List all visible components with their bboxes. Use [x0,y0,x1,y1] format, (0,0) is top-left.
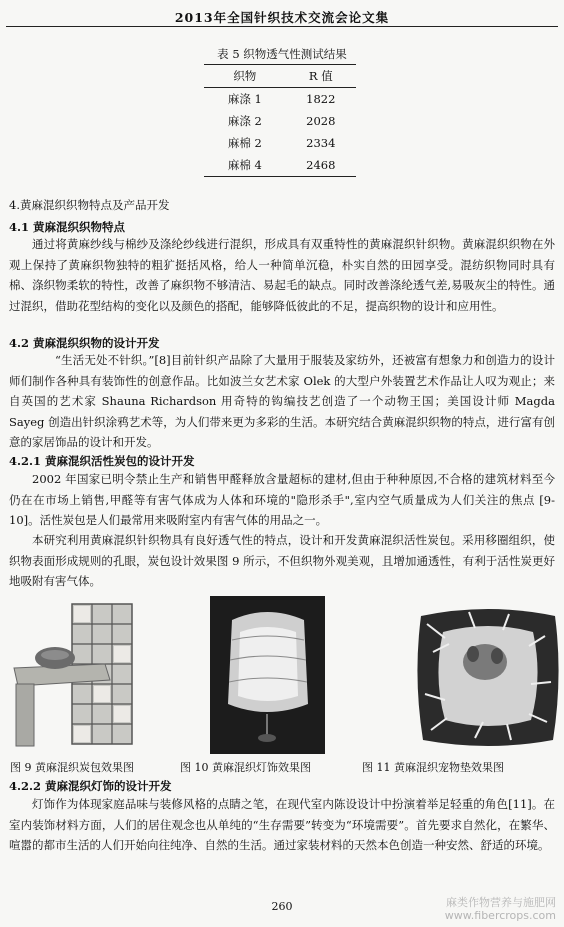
section-heading-4-2-2: 4.2.2 黄麻混织灯饰的设计开发 [9,779,172,793]
paragraph-design: “生活无处不针织。”[8]目前针织产品除了大量用于服装及家纺外，还被富有想象力和创造力的设计师们制作各种具有装饰性的创意作品。比如波兰女艺术家 Olek 的大型户外装置艺术作品让人叹为观止；来自英国的艺术家 Shauna Richardson 用奇特的钩编技艺创造了一个动物王国；美国设计师 Magda Sayeg 创造出针织涂鸦艺术等，为人们带来更为多彩的生活。本研究结合黄麻混织织物的特点，进行富有创意的家居饰品的设计和开发。 [9,353,555,449]
table-cell: 麻棉 4 [227,158,262,172]
column-header: R 值 [308,69,333,83]
pet-cushion-illustration [413,602,563,752]
figure-9-caption: 图 9 黄麻混织炭包效果图 [10,761,134,774]
table-cell: 麻涤 2 [227,114,262,128]
watermark-line: www.fibercrops.com [444,909,556,922]
figure-10-caption: 图 10 黄麻混织灯饰效果图 [180,761,311,774]
running-header: 2013年全国针织技术交流会论文集 [174,10,390,25]
page-number: 260 [271,900,293,913]
table-cell: 2334 [306,136,336,150]
table-cell: 2028 [306,114,336,128]
table-cell: 麻棉 2 [227,136,262,150]
figure-9-image [10,598,135,750]
header-rule [6,26,558,27]
paragraph-charcoal-bag: 本研究利用黄麻混织针织物具有良好透气性的特点，设计和开发黄麻混织活性炭包。采用移圈组织，使织物表面形成规则的孔眼，炭包设计效果图 9 所示，不但织物外观美观，且增加通透性，有利于活性炭更好地吸附有害气体。 [9,533,555,588]
section-heading-4-1: 4.1 黄麻混织织物特点 [9,220,126,234]
table-cell: 麻涤 1 [227,92,262,106]
paragraph-lamp: 灯饰作为体现家庭品味与装修风格的点睛之笔，在现代室内陈设设计中扮演着举足轻重的角色[11]。在室内装饰材料方面，人们的居住观念也从单纯的“生存需要”转变为“环境需要”。首先要求自然化，在繁华、喧嚣的都市生活的人们开始向往纯净、自然的生活。通过家装材料的天然本色创造一种安然、舒适的环境。 [9,797,555,852]
table-row [204,110,356,132]
table-row [204,88,356,111]
table-row [204,154,356,177]
paragraph-features: 通过将黄麻纱线与棉纱及涤纶纱线进行混织，形成具有双重特性的黄麻混织针织物。黄麻混织织物在外观上保持了黄麻织物独特的粗犷挺括风格，给人一种简单沉稳，朴实自然的田园享受。混纺织物同时具有棉、涤织物柔软的特性，改善了麻织物不够清洁、易起毛的缺点。同时改善涤纶透气差,易吸灰尘的特性。通过混织，借助花型结构的变化以及颜色的搭配，能够降低彼此的不足，提高织物的设计和应用性。 [9,237,555,313]
permeability-table [204,64,356,177]
figure-10-image [210,596,325,754]
section-heading-4-2-1: 4.2.1 黄麻混织活性炭包的设计开发 [9,454,195,468]
watermark [445,896,556,922]
column-header: 织物 [233,69,257,83]
section-heading-4: 4.黄麻混织织物特点及产品开发 [9,198,170,212]
watermark-line: 麻类作物营养与施肥网 [446,896,556,909]
figure-11-image [413,602,563,752]
table-header-row [204,65,356,88]
lamp-illustration [210,596,325,754]
table-cell: 2468 [306,158,336,172]
figure-11-caption: 图 11 黄麻混织宠物垫效果图 [362,761,504,774]
table-caption: 表 5 织物透气性测试结果 [217,47,347,61]
paragraph-formaldehyde: 2002 年国家已明令禁止生产和销售甲醛释放含量超标的建材,但由于种种原因,不合格的建筑材料至今仍在在市场上销售,甲醛等有害气体成为人体和环境的"隐形杀手",室内空气质量成为人们关注的焦点 [9-10]。活性炭包是人们最常用来吸附室内有害气体的用品之一。 [9,472,555,527]
table-cell: 1822 [306,92,336,106]
table-row [204,132,356,154]
shelf-charcoal-bag-illustration [10,598,135,750]
section-heading-4-2: 4.2 黄麻混织织物的设计开发 [9,336,160,350]
